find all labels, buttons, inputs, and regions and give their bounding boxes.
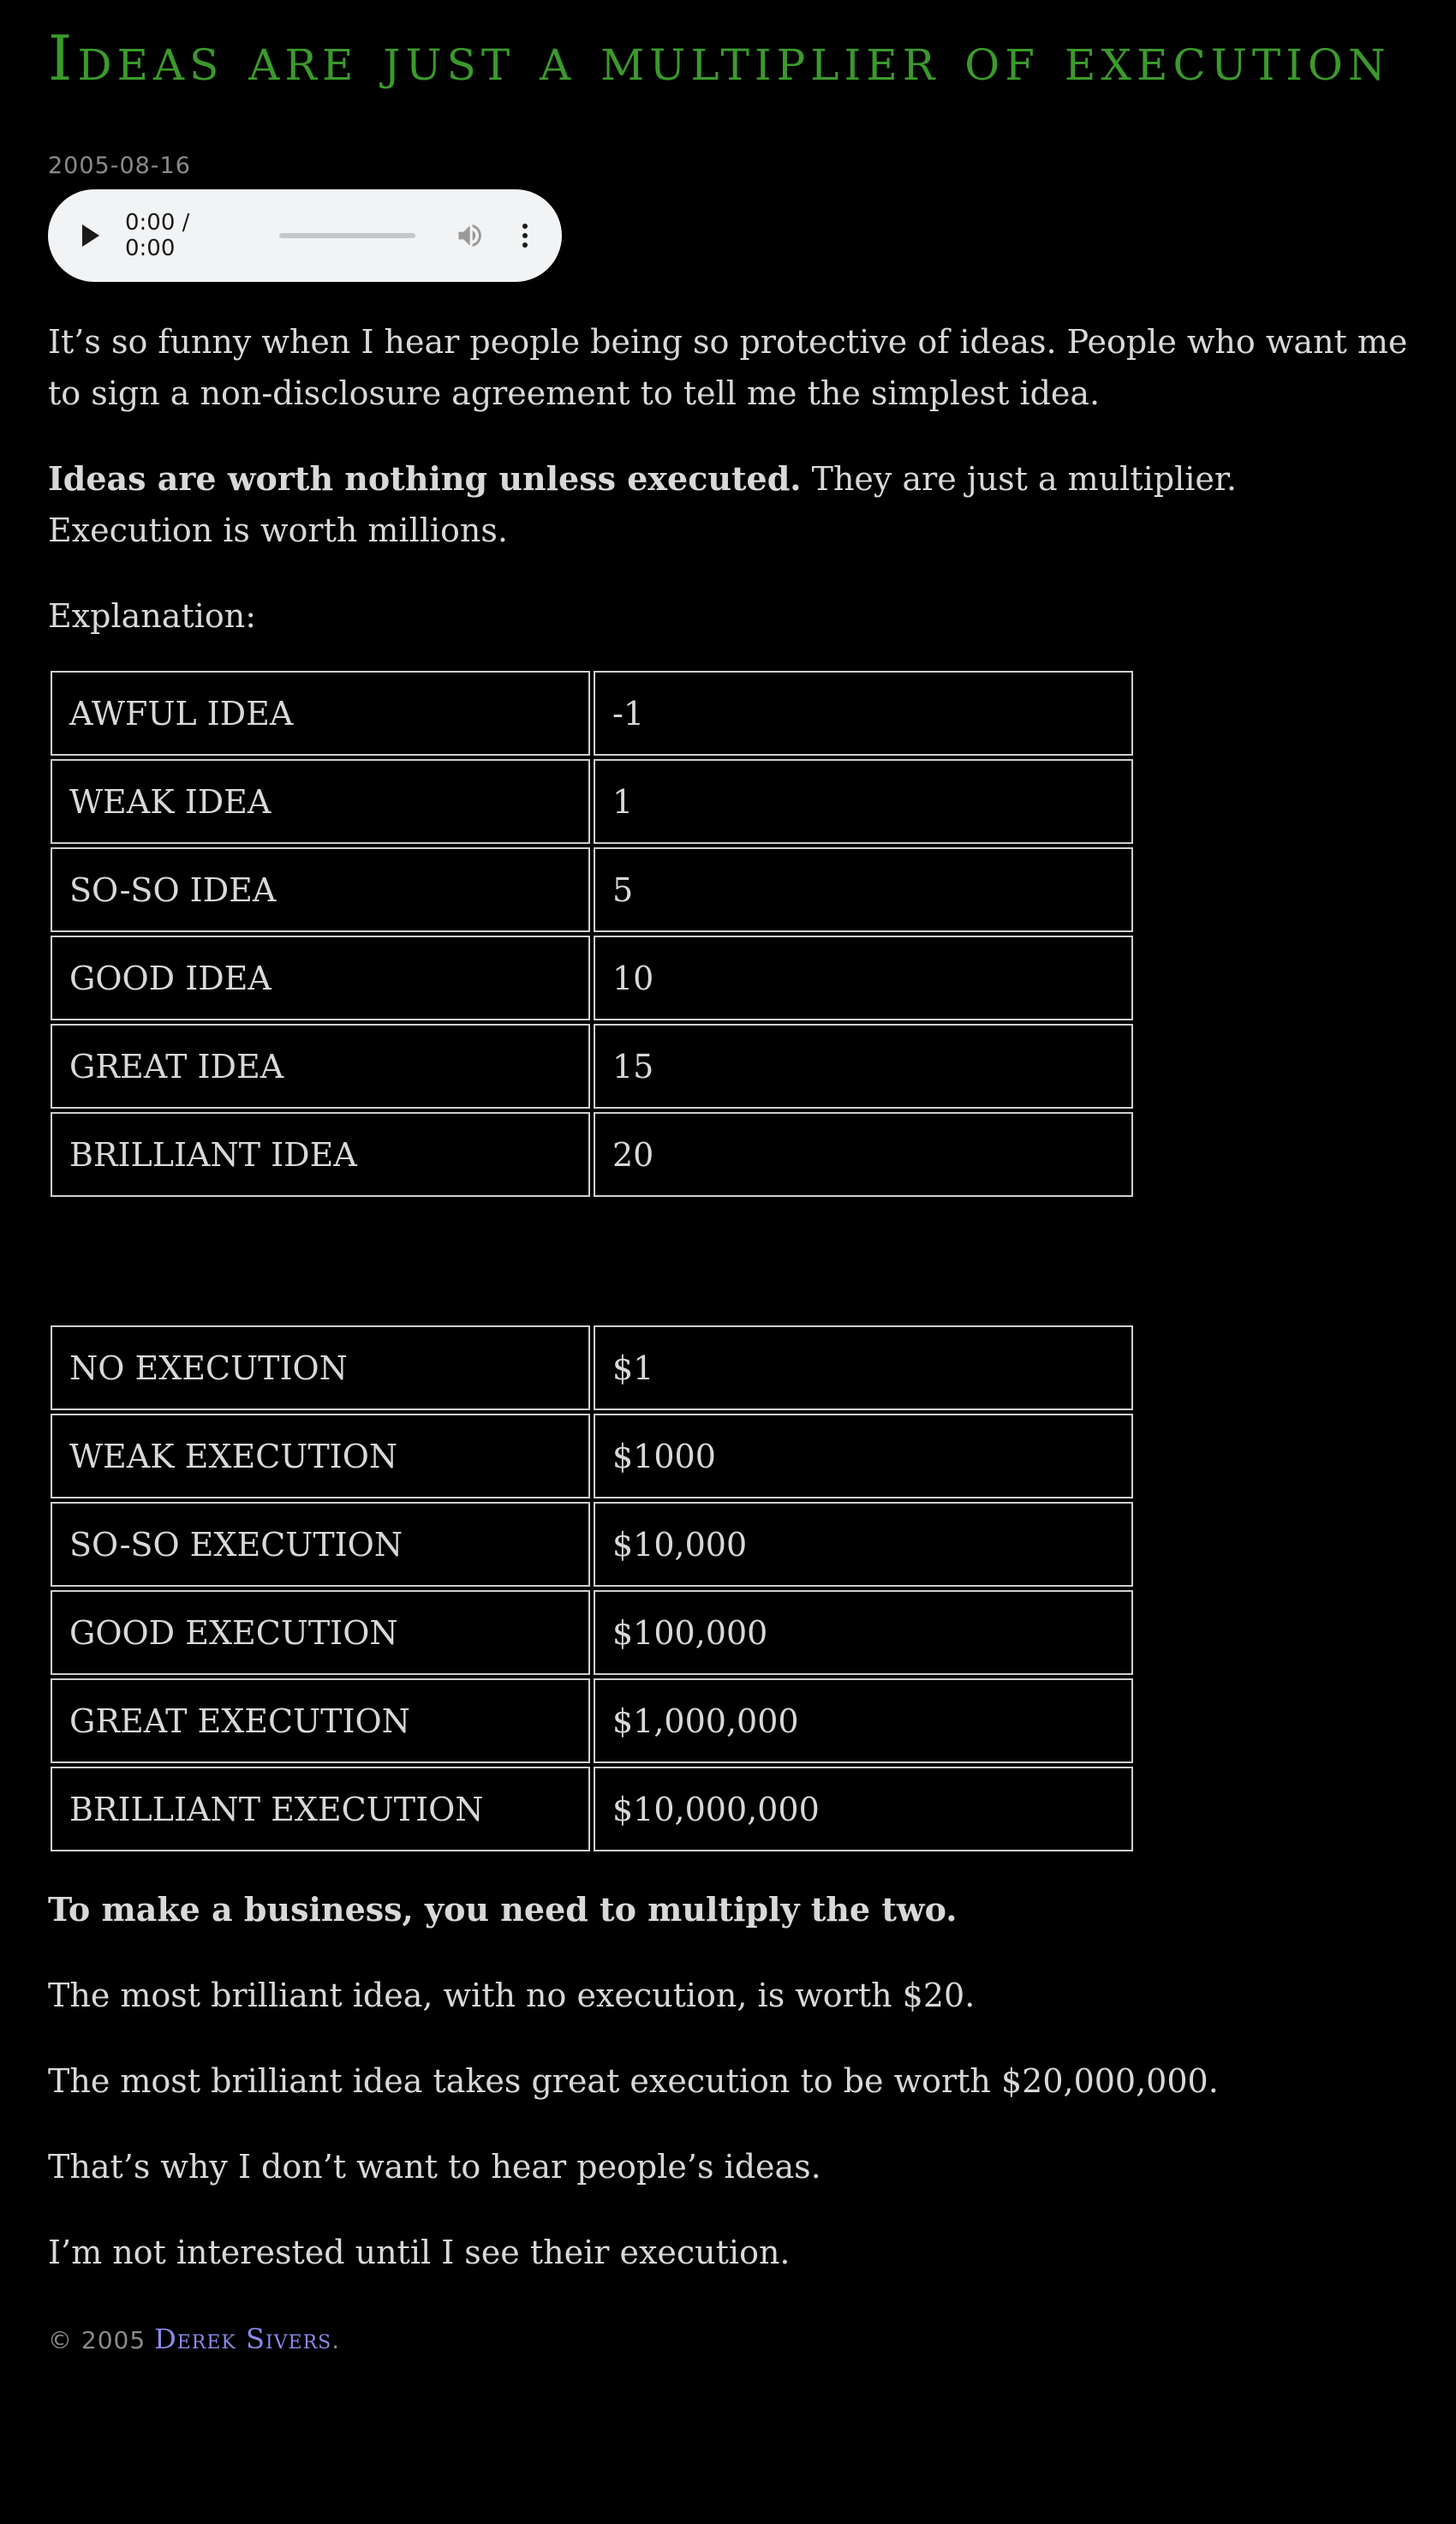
paragraph-1: The most brilliant idea, with no execution, is worth $20. — [48, 1977, 976, 2014]
idea-value: 1 — [594, 759, 1133, 844]
table-row — [51, 1414, 1133, 1498]
page-title: Ideas are just a multiplier of execution — [48, 22, 1391, 94]
idea-label: GREAT IDEA — [51, 1024, 590, 1109]
paragraph-2: The most brilliant idea takes great execution to be worth $20,000,000. — [48, 2062, 1219, 2100]
idea-value: -1 — [594, 671, 1133, 756]
execution-label: GOOD EXECUTION — [51, 1590, 590, 1675]
execution-value: $1,000,000 — [594, 1678, 1133, 1763]
execution-value: $100,000 — [594, 1590, 1133, 1675]
idea-value: 5 — [594, 847, 1133, 932]
execution-value: $10,000,000 — [594, 1767, 1133, 1851]
thesis-rest: They are just a multiplier. Execution is worth millions. — [48, 460, 1237, 549]
table-row — [51, 1112, 1133, 1197]
business-paragraph — [48, 1884, 1408, 1935]
idea-value: 20 — [594, 1112, 1133, 1197]
execution-value: $1 — [594, 1325, 1133, 1410]
execution-value: $10,000 — [594, 1502, 1133, 1587]
execution-value: $1000 — [594, 1414, 1133, 1498]
thesis-bold: Ideas are worth nothing unless executed. — [48, 459, 802, 498]
execution-label: WEAK EXECUTION — [51, 1414, 590, 1498]
execution-label: BRILLIANT EXECUTION — [51, 1767, 590, 1851]
idea-value: 15 — [594, 1024, 1133, 1109]
table-row — [51, 671, 1133, 756]
table-row — [51, 1325, 1133, 1410]
intro-paragraph: It’s so funny when I hear people being so protective of ideas. People who want me to sign a non-disclosure agreement to tell me the simplest idea. — [48, 323, 1408, 412]
idea-label: WEAK IDEA — [51, 759, 590, 844]
table-row — [51, 1590, 1133, 1675]
idea-label: BRILLIANT IDEA — [51, 1112, 590, 1197]
volume-icon[interactable] — [455, 220, 485, 251]
footer-period: . — [331, 2326, 341, 2354]
business-bold: To make a business, you need to multiply the two. — [48, 1890, 958, 1929]
idea-label: AWFUL IDEA — [51, 671, 590, 756]
author-link[interactable]: Derek Sivers — [154, 2323, 332, 2355]
idea-value: 10 — [594, 936, 1133, 1020]
table-row — [51, 936, 1133, 1020]
explanation-label: Explanation: — [48, 597, 257, 635]
idea-label: GOOD IDEA — [51, 936, 590, 1020]
audio-time: 0:00 / 0:00 — [125, 210, 190, 261]
footer — [48, 2323, 1408, 2355]
execution-label: SO-SO EXECUTION — [51, 1502, 590, 1587]
table-row — [51, 1502, 1133, 1587]
table-row — [51, 759, 1133, 844]
paragraph-3: That’s why I don’t want to hear people’s ideas. — [48, 2148, 821, 2186]
paragraph-4: I’m not interested until I see their execution. — [48, 2234, 791, 2271]
execution-label: NO EXECUTION — [51, 1325, 590, 1410]
audio-player[interactable] — [48, 189, 562, 282]
ideas-table — [47, 667, 1137, 1200]
table-row — [51, 1678, 1133, 1763]
audio-progress-track[interactable] — [279, 233, 415, 238]
table-row — [51, 1767, 1133, 1851]
copyright: © 2005 — [48, 2326, 146, 2354]
more-options-icon[interactable] — [522, 224, 528, 248]
execution-table — [47, 1322, 1137, 1855]
post-date: 2005-08-16 — [48, 153, 191, 179]
play-icon[interactable] — [82, 224, 99, 247]
execution-label: GREAT EXECUTION — [51, 1678, 590, 1763]
table-row — [51, 1024, 1133, 1109]
idea-label: SO-SO IDEA — [51, 847, 590, 932]
thesis-paragraph — [48, 453, 1408, 556]
table-row — [51, 847, 1133, 932]
